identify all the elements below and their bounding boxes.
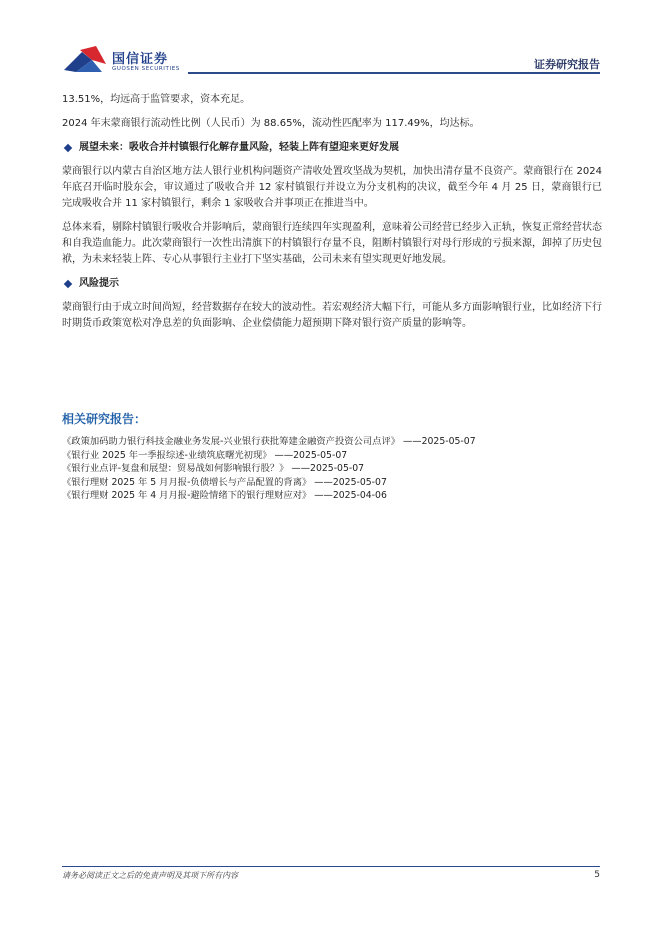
report-type-label: 证券研究报告 [534,58,600,71]
paragraph-capital: 13.51%，均远高于监管要求，资本充足。 [62,94,251,105]
related-report-item[interactable]: 《银行理财 2025 年 4 月月报-避险情绪下的银行理财应对》 ——2025-04-06 [62,490,387,501]
page-header [0,0,662,80]
main-content [62,88,602,340]
guosen-logo [62,44,192,78]
section-heading-risk-text: 风险提示 [79,278,119,289]
footer-disclaimer: 请务必阅读正文之后的免责声明及其项下所有内容 [62,871,238,880]
footer-divider [62,866,600,867]
diamond-bullet-icon [64,280,72,288]
logo-english-name: GUOSEN SECURITIES [112,66,180,72]
related-report-item[interactable]: 《政策加码助力银行科技金融业务发展-兴业银行获批筹建金融资产投资公司点评》 ——2025-05-07 [62,436,476,447]
related-reports-list [62,435,622,503]
paragraph-risk: 蒙商银行由于成立时间尚短，经营数据存在较大的波动性。若宏观经济大幅下行，可能从多方面影响银行业，比如经济下行时期货币政策宽松对净息差的负面影响、企业偿债能力超预期下降对银行资产质量的影响等。 [62,302,602,329]
related-report-item[interactable]: 《银行业点评-复盘和展望：贸易战如何影响银行股？》 ——2025-05-07 [62,463,365,474]
diamond-bullet-icon [64,144,72,152]
page-number: 5 [594,870,600,880]
related-report-item[interactable]: 《银行业 2025 年一季报综述-业绩筑底曙光初现》 ——2025-05-07 [62,449,348,461]
section-heading-outlook-text: 展望未来：吸收合并村镇银行化解存量风险，轻装上阵有望迎来更好发展 [79,142,399,153]
paragraph-merger: 蒙商银行以内蒙古自治区地方法人银行业机构问题资产清收处置攻坚战为契机，加快出清存量不良资产。蒙商银行在 2024 年底召开临时股东会，审议通过了吸收合并 12 家村镇银行并设立为分支机构的决议，截至今年 4 月 25 日，蒙商银行已完成吸收合并 11 家村镇银行，剩余 1 家吸收合并事项正在推进当中。 [62,166,602,209]
paragraph-summary: 总体来看，剔除村镇银行吸收合并影响后，蒙商银行连续四年实现盈利，意味着公司经营已经步入正轨，恢复正常经营状态和自我造血能力。此次蒙商银行一次性出清旗下的村镇银行存量不良，阻断村镇银行对母行形成的亏损来源，卸掉了历史包袱，为未来轻装上阵、专心从事银行主业打下坚实基础，公司未来有望实现更好地发展。 [62,222,602,265]
section-heading-risk [62,276,602,292]
related-reports-title: 相关研究报告： [62,412,147,426]
logo-chinese-name: 国信证券 [112,52,169,67]
paragraph-liquidity: 2024 年末蒙商银行流动性比例（人民币）为 88.65%，流动性匹配率为 117.49%，均达标。 [62,118,480,129]
guosen-logo-icon [62,44,108,76]
header-divider [188,72,600,74]
related-report-item[interactable]: 《银行理财 2025 年 5 月月报-负债增长与产品配置的背离》 ——2025-05-07 [62,476,387,488]
section-heading-outlook [62,140,602,156]
